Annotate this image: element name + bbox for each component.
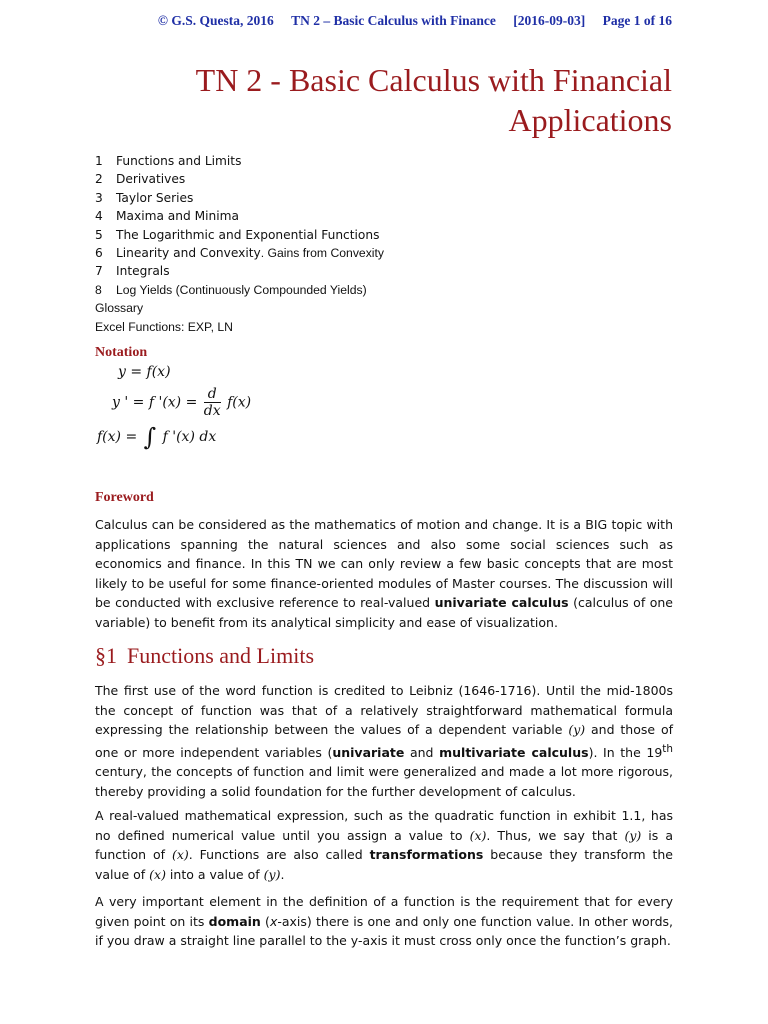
table-of-contents (95, 152, 384, 336)
toc-number: 6 (95, 246, 103, 261)
bold-term: domain (208, 913, 261, 929)
header-page-number: Page 1 of 16 (602, 13, 672, 28)
section-1-paragraph-3: A very important element in the definition of a function is the requirement that for every given point on its domain (x-axis) there is one and only one function value. In other words, if you draw a straight line parallel to the y-axis it must cross only once the function’s graph. (95, 894, 674, 948)
toc-label: Derivatives (116, 172, 186, 187)
toc-label: Maxima and Minima (116, 209, 239, 224)
integral-rhs: f '(x) dx (162, 429, 217, 445)
toc-number: 7 (95, 264, 103, 279)
derivative-fraction (204, 386, 221, 419)
fraction-denominator: dx (203, 403, 221, 419)
bold-term: multivariate calculus (439, 744, 589, 760)
toc-glossary: Glossary (95, 301, 144, 316)
title-line-2: Applications (508, 102, 672, 138)
toc-label: The Logarithmic and Exponential Functions (116, 227, 380, 242)
notation-heading: Notation (95, 345, 148, 360)
section-1-heading (95, 643, 314, 669)
toc-number: 4 (95, 209, 103, 224)
bold-term: univariate calculus (434, 595, 569, 610)
toc-item (95, 262, 384, 280)
toc-number: 8 (95, 282, 102, 297)
section-title: Functions and Limits (127, 643, 314, 668)
toc-number: 1 (95, 154, 103, 168)
toc-item (95, 281, 384, 299)
title-line-1: TN 2 - Basic Calculus with Financial (195, 62, 672, 98)
toc-number: 5 (95, 227, 103, 242)
header-copyright: © G.S. Questa, 2016 (157, 13, 274, 28)
integral-lhs: f(x) = (97, 429, 138, 445)
toc-label: Integrals (116, 264, 170, 279)
toc-label: Taylor Series (116, 190, 194, 205)
toc-excel-functions: Excel Functions: EXP, LN (95, 319, 233, 334)
toc-item (95, 189, 384, 207)
derivative-lhs: y ' = f '(x) = (112, 394, 198, 411)
foreword-heading: Foreword (95, 490, 154, 505)
toc-item (95, 170, 384, 188)
toc-number: 3 (95, 190, 103, 205)
toc-label: Functions and Limits (116, 154, 242, 168)
header-date: [2016-09-03] (513, 13, 586, 28)
section-symbol: §1 (95, 643, 117, 668)
toc-item (95, 226, 384, 244)
toc-item (95, 207, 384, 225)
document-title (112, 60, 672, 140)
bold-term: transformations (369, 847, 484, 862)
toc-item (95, 152, 384, 170)
bold-term: univariate (332, 744, 405, 760)
toc-label-extra: . Gains from Convexity (260, 246, 384, 261)
running-header (158, 13, 672, 29)
section-1-paragraph-1: The first use of the word function is credited to Leibniz (1646-1716). Until the mid-1800s the concept of function was that of a relatively straightforward mathematical formula expressing the relationship between the values of a dependent variable (y) and those of one or more independent variables (univariate and multivariate calculus). In the 19th century, the concepts of function and limit were generalized and made a lot more rigorous, thereby providing a solid foundation for the further development of calculus. (95, 683, 673, 799)
derivative-rhs: f(x) (227, 394, 252, 411)
integral-sign: ∫ (143, 423, 157, 451)
equation-function: y = f(x) (118, 364, 171, 380)
toc-label: Log Yields (Continuously Compounded Yields) (116, 282, 367, 297)
fraction-numerator: d (204, 386, 221, 403)
equation-derivative (112, 386, 251, 419)
equation-integral (97, 423, 216, 451)
toc-label: Linearity and Convexity (116, 246, 261, 261)
header-doc-title: TN 2 – Basic Calculus with Finance (291, 13, 496, 28)
toc-number: 2 (95, 172, 103, 187)
toc-item (95, 244, 384, 262)
section-1-paragraph-2: A real-valued mathematical expression, such as the quadratic function in exhibit 1.1, has no defined numerical value until you assign a value to (x). Thus, we say that (y) is a function of (x). Functions are also called transformations because they transform the value of (x) into a value of (y). (95, 808, 674, 882)
foreword-paragraph: Calculus can be considered as the mathematics of motion and change. It is a BIG topic with applications spanning the natural sciences and also some social sciences such as economics and finance. In this TN we can only review a few basic concepts that are most likely to be useful for some finance-oriented modules of Master courses. The discussion will be conducted with exclusive reference to real-valued univariate calculus (calculus of one variable) to benefit from its analytical simplicity and ease of visualization. (95, 517, 673, 630)
